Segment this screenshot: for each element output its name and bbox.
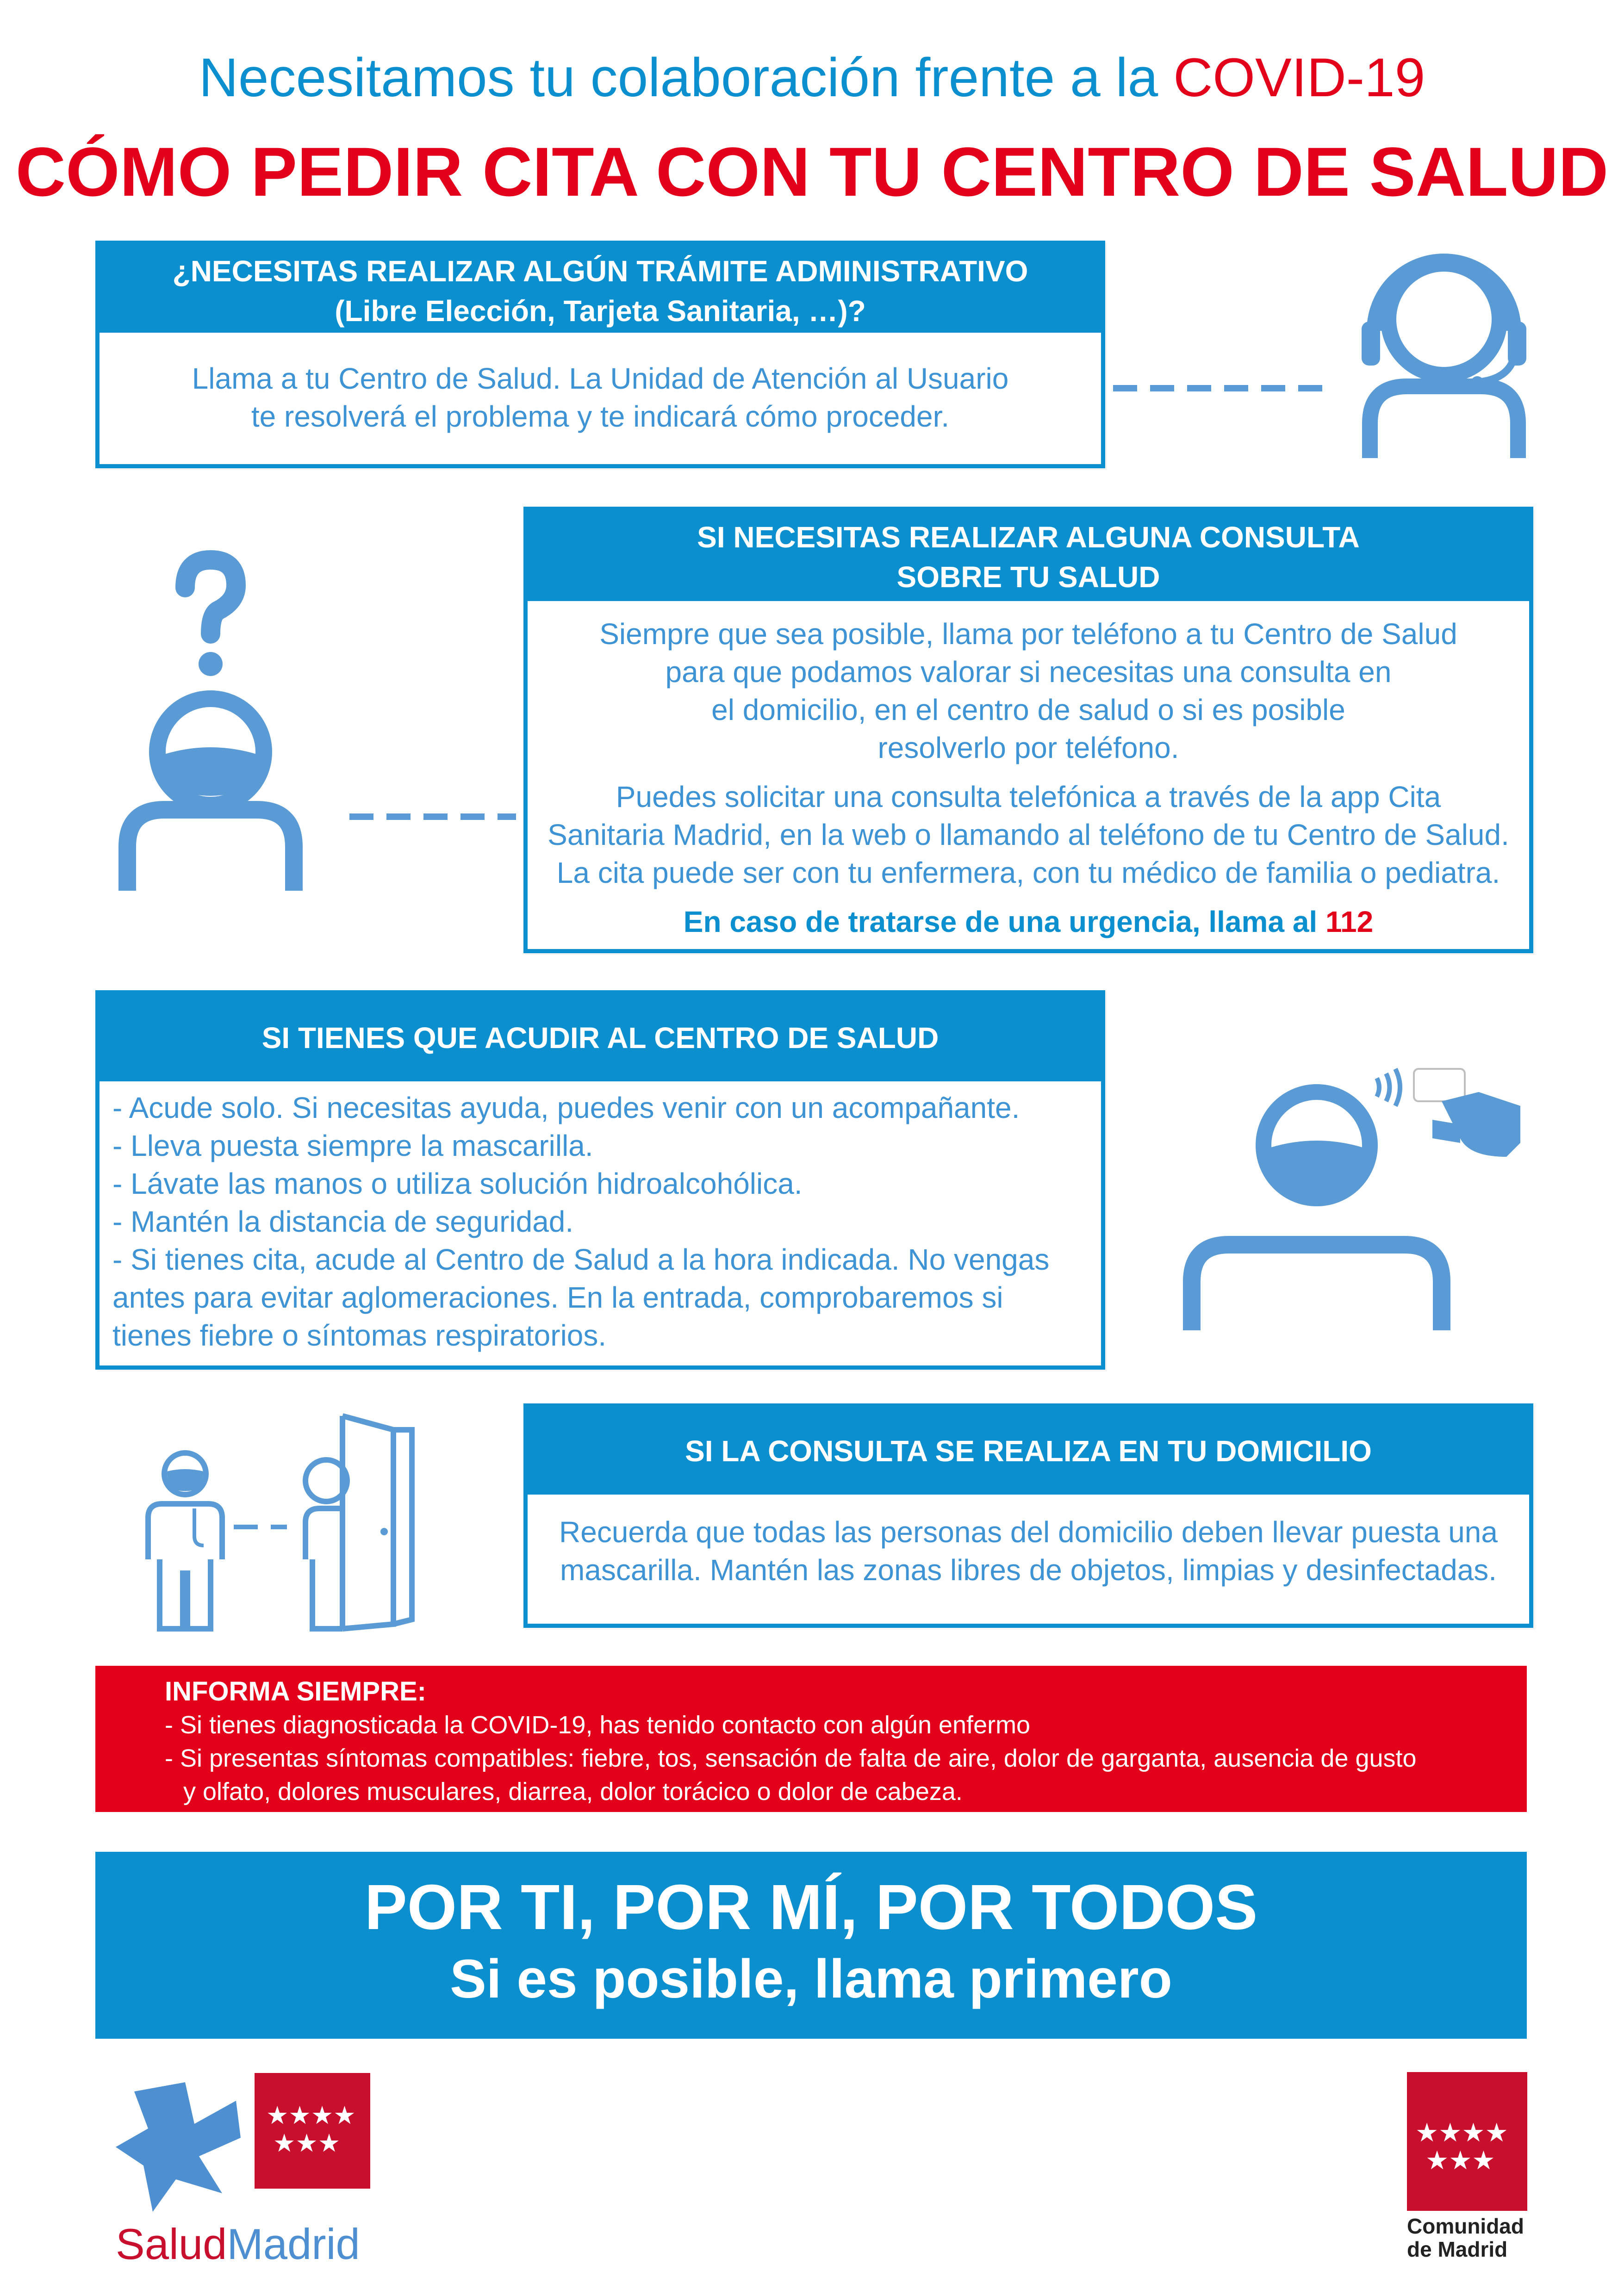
health-consult-card [523,507,1533,953]
subtitle-text: Necesitamos tu colaboración frente a la [199,47,1174,108]
health-consult-body [528,601,1529,941]
svg-text:★★★★: ★★★★ [1415,2118,1508,2148]
admin-body-line2: te resolverá el problema y te indicará cómo proceder. [251,400,950,433]
admin-header-line2: (Libre Elección, Tarjeta Sanitaria, …)? [335,294,866,328]
visit-line: tienes fiebre o síntomas respiratorios. [112,1319,607,1352]
comunidad-line1: Comunidad [1407,2214,1524,2238]
headset-person-icon [1356,238,1532,465]
visit-line: - Lávate las manos o utiliza solución hidroalcohólica. [112,1167,803,1200]
connector-dashes [1113,385,1331,391]
consult-p1-line4: resolverlo por teléfono. [877,731,1179,764]
subtitle-covid: COVID-19 [1173,47,1425,108]
thermometer-check-icon [1182,1050,1525,1337]
home-visit-body [528,1495,1529,1589]
visit-center-header [100,994,1101,1081]
visit-center-card [95,990,1105,1370]
inform-always-box [95,1666,1527,1812]
visit-line: antes para evitar aglomeraciones. En la entrada, comprobaremos si [112,1281,1003,1314]
visit-line: - Si tienes cita, acude al Centro de Salud a la hora indicada. No vengas [112,1243,1050,1276]
consult-header-line2: SOBRE TU SALUD [896,560,1160,594]
home-body-line1: Recuerda que todas las personas del domicilio deben llevar puesta una [559,1515,1498,1549]
svg-text:★★★: ★★★ [273,2128,341,2158]
admin-procedure-card [95,241,1105,468]
wordmark-salud: Salud [116,2220,227,2268]
home-visit-card [523,1403,1533,1628]
question-person-icon [113,546,308,898]
visit-line: - Lleva puesta siempre la mascarilla. [112,1129,593,1162]
comunidad-line2: de Madrid [1407,2237,1508,2261]
home-visit-header [528,1408,1529,1495]
saludmadrid-wordmark [116,2221,375,2267]
doctor-icon [139,1448,231,1633]
home-body-line2: mascarilla. Mantén las zonas libres de objetos, limpias y desinfectadas. [560,1553,1497,1587]
connector-dashes [349,813,516,820]
consult-header-line1: SI NECESITAS REALIZAR ALGUNA CONSULTA [697,521,1360,554]
urgent-number: 112 [1325,905,1374,938]
inform-line1: - Si tienes diagnosticada la COVID-19, has tenido contacto con algún enfermo [165,1711,1031,1739]
subtitle [0,46,1624,109]
page-title: CÓMO PEDIR CITA CON TU CENTRO DE SALUD [15,133,1609,211]
consult-p2-line1: Puedes solicitar una consulta telefónica a través de la app Cita [616,780,1441,813]
comunidad-madrid-wordmark [1407,2215,1527,2261]
svg-text:★★★★: ★★★★ [266,2101,356,2130]
slogan-banner [95,1852,1527,2039]
connector-dashes [234,1525,287,1529]
consult-p2-line2: Sanitaria Madrid, en la web o llamando al teléfono de tu Centro de Salud. [548,818,1509,851]
admin-procedure-header [100,245,1101,333]
admin-procedure-body [100,333,1101,435]
visit-center-header-text: SI TIENES QUE ACUDIR AL CENTRO DE SALUD [261,1021,939,1055]
inform-line3: y olfato, dolores musculares, diarrea, dolor torácico o dolor de cabeza. [183,1778,963,1806]
home-visit-header-text: SI LA CONSULTA SE REALIZA EN TU DOMICILIO [685,1434,1372,1468]
urgent-note [528,903,1529,941]
saludmadrid-logo [116,2073,375,2267]
wordmark-madrid: Madrid [227,2220,360,2268]
door-person-icon [301,1407,440,1638]
visit-line: - Mantén la distancia de seguridad. [112,1205,574,1238]
consult-p1-line1: Siempre que sea posible, llama por teléfono a tu Centro de Salud [599,617,1457,651]
consult-p1-line2: para que podamos valorar si necesitas una consulta en [665,655,1392,689]
admin-header-line1: ¿NECESITAS REALIZAR ALGÚN TRÁMITE ADMINISTRATIVO [172,254,1028,288]
admin-body-line1: Llama a tu Centro de Salud. La Unidad de Atención al Usuario [192,362,1009,395]
inform-line2: - Si presentas síntomas compatibles: fiebre, tos, sensación de falta de aire, dolor de garganta, ausencia de gusto [165,1744,1417,1772]
consult-p1-line3: el domicilio, en el centro de salud o si es posible [711,693,1345,726]
health-consult-header [528,511,1529,601]
svg-text:★★★: ★★★ [1425,2146,1495,2176]
slogan-line1: POR TI, POR MÍ, POR TODOS [364,1872,1258,1943]
consult-p2-line3: La cita puede ser con tu enfermera, con tu médico de familia o pediatra. [556,856,1500,889]
comunidad-madrid-logo [1407,2072,1527,2261]
inform-heading: INFORMA SIEMPRE: [165,1676,426,1706]
visit-center-body [100,1081,1101,1354]
visit-line: - Acude solo. Si necesitas ayuda, puedes venir con un acompañante. [112,1091,1020,1124]
slogan-line2: Si es posible, llama primero [450,1948,1172,2010]
urgent-text: En caso de tratarse de una urgencia, llama al [683,905,1325,938]
